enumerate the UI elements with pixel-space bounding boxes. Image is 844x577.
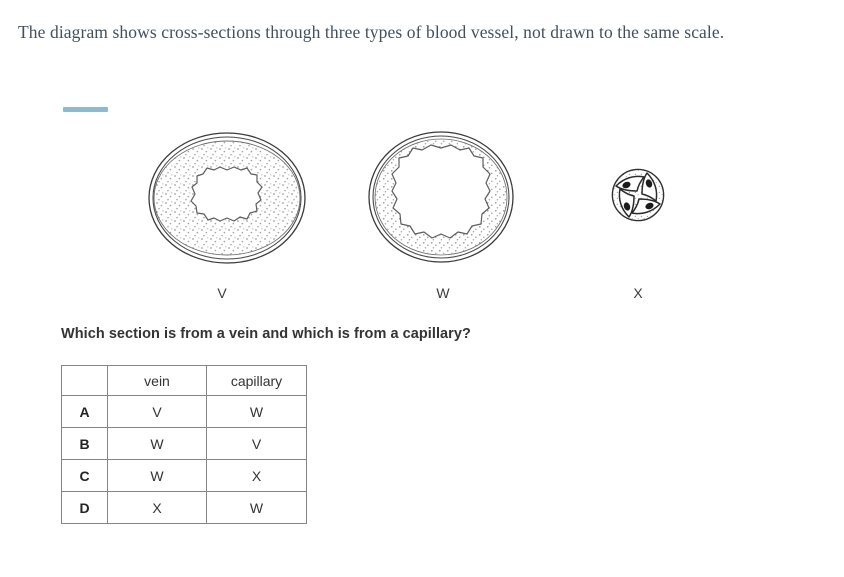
option-letter-a: A (62, 396, 108, 428)
option-d-capillary: W (207, 492, 307, 524)
table-row[interactable] (62, 428, 307, 460)
option-a-vein: V (108, 396, 207, 428)
vessel-diagram-area (0, 125, 844, 310)
answer-options-table (61, 365, 307, 524)
question-text: Which section is from a vein and which is from a capillary? (61, 326, 471, 342)
table-header-row (62, 366, 307, 396)
blue-divider-rule (63, 107, 108, 112)
table-row[interactable] (62, 460, 307, 492)
table-header-vein: vein (108, 366, 207, 396)
option-c-vein: W (108, 460, 207, 492)
vessel-label-v: V (217, 285, 227, 301)
option-letter-d: D (62, 492, 108, 524)
option-c-capillary: X (207, 460, 307, 492)
vessel-diagram-x (604, 161, 672, 229)
table-header-capillary: capillary (207, 366, 307, 396)
option-d-vein: X (108, 492, 207, 524)
option-letter-c: C (62, 460, 108, 492)
option-b-vein: W (108, 428, 207, 460)
vessel-diagram-w (366, 129, 516, 265)
table-row[interactable] (62, 492, 307, 524)
table-row[interactable] (62, 396, 307, 428)
option-letter-b: B (62, 428, 108, 460)
option-a-capillary: W (207, 396, 307, 428)
vessel-label-w: W (436, 285, 450, 301)
table-header-blank (62, 366, 108, 396)
vessel-diagram-v (146, 129, 308, 267)
vessel-label-x: X (633, 285, 643, 301)
intro-paragraph: The diagram shows cross-sections through three types of blood vessel, not drawn to the same scale. (18, 22, 725, 42)
option-b-capillary: V (207, 428, 307, 460)
